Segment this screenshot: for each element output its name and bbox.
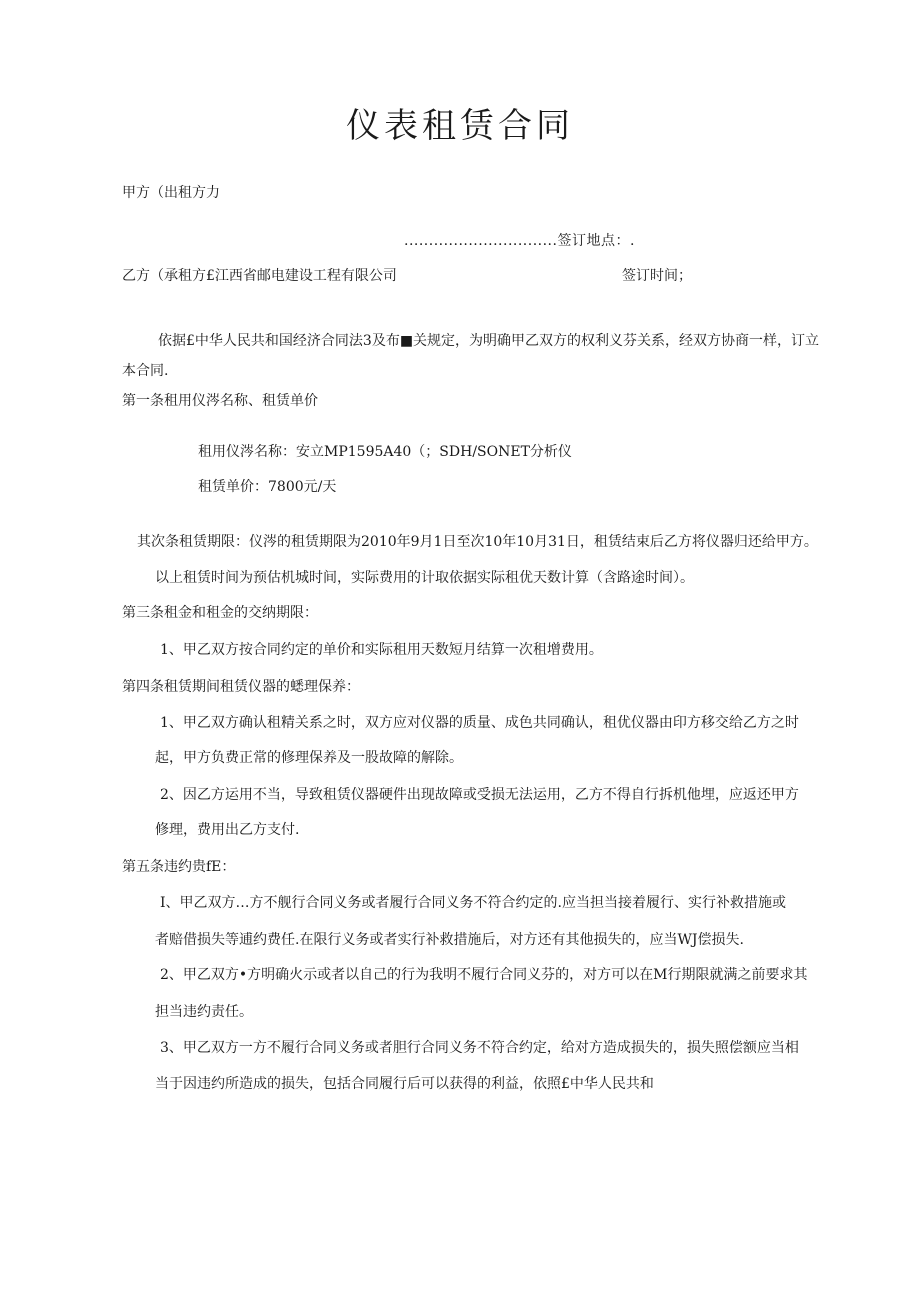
signing-time-label: 签订时间； — [622, 268, 692, 284]
article5-item1-line1: I、甲乙双方…方不舰行合同义务或者履行合同义务不符合约定的.应当担当接着履行、实行补救措施或 — [160, 895, 786, 911]
signing-place-line: ...............................签订地点：. — [404, 233, 635, 249]
intro-paragraph: 依据£中华人民共和国经济合同法3及布■关规定，为明确甲乙双方的权利义芬关系，经双方协商一样，订立本合同. — [122, 333, 820, 379]
article5-heading: 第五条违约贵fE： — [122, 859, 236, 875]
article2-heading: 其次条租赁期限：仪涔的租赁期限为2010年9月1日至次10年10月31日，租赁结束后乙方将仪器归还给甲方。 — [137, 534, 818, 550]
article1-unit-price: 租赁单价：7800元/天 — [198, 479, 337, 495]
party-b-line: 乙方（承租方£江西省邮电建设工程有限公司 — [122, 268, 397, 284]
article5-item2-line1: 2、甲乙双方•方明确火示或者以自己的行为我明不履行合同义芬的，对方可以在M行期限就满之前要求其 — [160, 967, 808, 983]
article5-item3-line2: 当于因违约所造成的损失，包括合同履行后可以获得的利益，依照£中华人民共和 — [155, 1076, 654, 1092]
article2-note: 以上租赁时间为预估机城时间，实际费用的计取依据实际租优天数计算（含路途时间）。 — [155, 570, 694, 586]
article4-item2-line2: 修理，费用出乙方支付. — [155, 822, 300, 838]
article4-item1-line2: 起，甲方负费正常的修理保养及一股故障的解除。 — [155, 750, 463, 766]
article5-item2-line2: 担当违约责任。 — [155, 1004, 253, 1020]
article3-item1: 1、甲乙双方按合同约定的单价和实际租用天数短月结算一次租增费用。 — [160, 642, 603, 658]
article5-item1-line2: 者赔借损失等逋约费任.在限行义务或者实行补救措施后，对方还有其他损失的，应当WJ偿损失. — [155, 932, 744, 948]
article4-item2-line1: 2、因乙方运用不当，导致租赁仪器硬件出现故障或受损无法运用，乙方不得自行拆机他埋，应返还甲方 — [160, 787, 799, 803]
article1-heading: 第一条租用仪涔名称、租赁单价 — [122, 393, 318, 409]
article4-heading: 第四条租赁期间租赁仪器的蟋理保养： — [122, 679, 360, 695]
article4-item1-line1: 1、甲乙双方确认租精关系之时，双方应对仪器的质量、成色共同确认，租优仪器由印方移交给乙方之时 — [160, 715, 799, 731]
article3-heading: 第三条租金和租金的交纳期限： — [122, 605, 318, 621]
article1-item-name: 租用仪涔名称：安立MP1595A40（；SDH/SONET分析仪 — [198, 444, 572, 460]
article5-item3-line1: 3、甲乙双方一方不履行合同义务或者胆行合同义务不符合约定，给对方造成损失的，损失照偿额应当相 — [160, 1040, 799, 1056]
document-title: 仪表租赁合同 — [346, 106, 574, 146]
party-a-line: 甲方（出租方力 — [122, 185, 220, 201]
